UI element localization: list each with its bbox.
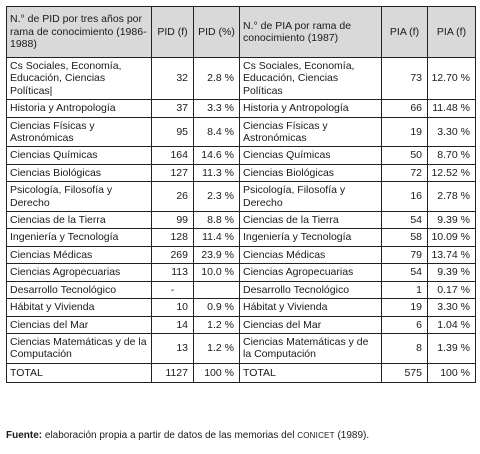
cell-pid-branch: Ciencias Biológicas — [7, 164, 152, 181]
cell-pia-f: 16 — [382, 182, 428, 212]
cell-pid-f: 95 — [152, 117, 194, 147]
cell-pid-f: 113 — [152, 264, 194, 281]
total-pia-pct: 100 % — [428, 363, 476, 382]
cell-pid-f: 13 — [152, 333, 194, 363]
cell-pid-f: 99 — [152, 212, 194, 229]
cell-pid-branch: Ciencias Físicas y Astronómicas — [7, 117, 152, 147]
cell-pia-branch: Psicología, Filosofía y Derecho — [240, 182, 382, 212]
cell-pid-pct: 23.9 % — [194, 246, 240, 263]
header-pia-pct: PIA (f) — [428, 7, 476, 58]
cell-pia-f: 79 — [382, 246, 428, 263]
header-pia-branch: N.° de PIA por rama de conocimiento (1987) — [240, 7, 382, 58]
table-row — [7, 182, 476, 212]
source-org: CONICET — [297, 431, 335, 440]
cell-pia-f: 19 — [382, 117, 428, 147]
table-row — [7, 264, 476, 281]
cell-pid-pct: 2.3 % — [194, 182, 240, 212]
cell-pia-pct: 11.48 % — [428, 100, 476, 117]
cell-pia-branch: Cs Sociales, Economía, Educación, Ciencias Políticas — [240, 58, 382, 100]
table-row — [7, 281, 476, 298]
cell-pia-branch: Ciencias de la Tierra — [240, 212, 382, 229]
cell-pia-pct: 10.09 % — [428, 229, 476, 246]
cell-pid-pct: 2.8 % — [194, 58, 240, 100]
cell-pid-f: 164 — [152, 147, 194, 164]
cell-pid-pct: 1.2 % — [194, 316, 240, 333]
cell-pid-f: 128 — [152, 229, 194, 246]
table-row — [7, 299, 476, 316]
header-row — [7, 7, 476, 58]
table-row — [7, 229, 476, 246]
cell-pia-branch: Ciencias Matemáticas y de la Computación — [240, 333, 382, 363]
source-year: (1989). — [334, 430, 370, 441]
total-pia-f: 575 — [382, 363, 428, 382]
cell-pia-pct: 1.04 % — [428, 316, 476, 333]
total-pia-label: TOTAL — [240, 363, 382, 382]
cell-pia-branch: Ciencias Biológicas — [240, 164, 382, 181]
cell-pia-branch: Ingeniería y Tecnología — [240, 229, 382, 246]
total-pid-label: TOTAL — [7, 363, 152, 382]
table-body — [7, 58, 476, 383]
table-row — [7, 316, 476, 333]
cell-pia-branch: Desarrollo Tecnológico — [240, 281, 382, 298]
cell-pid-f: 37 — [152, 100, 194, 117]
cell-pid-pct: 3.3 % — [194, 100, 240, 117]
cell-pid-branch: Ciencias de la Tierra — [7, 212, 152, 229]
cell-pia-pct: 13.74 % — [428, 246, 476, 263]
cell-pia-f: 54 — [382, 264, 428, 281]
cell-pia-branch: Ciencias Físicas y Astronómicas — [240, 117, 382, 147]
cell-pia-f: 8 — [382, 333, 428, 363]
cell-pia-f: 73 — [382, 58, 428, 100]
cell-pia-f: 72 — [382, 164, 428, 181]
cell-pia-pct: 9.39 % — [428, 264, 476, 281]
cell-pia-branch: Historia y Antropología — [240, 100, 382, 117]
table-row — [7, 246, 476, 263]
total-row — [7, 363, 476, 382]
cell-pia-pct: 1.39 % — [428, 333, 476, 363]
cell-pia-pct: 9.39 % — [428, 212, 476, 229]
cell-pid-branch: Psicología, Filosofía y Derecho — [7, 182, 152, 212]
table-row — [7, 212, 476, 229]
cell-pid-pct: 8.8 % — [194, 212, 240, 229]
total-pid-f: 1127 — [152, 363, 194, 382]
cell-pid-f: 32 — [152, 58, 194, 100]
total-pid-pct: 100 % — [194, 363, 240, 382]
table-row — [7, 164, 476, 181]
cell-pid-branch: Ingeniería y Tecnología — [7, 229, 152, 246]
cell-pid-branch: Ciencias Matemáticas y de la Computación — [7, 333, 152, 363]
cell-pia-pct: 3.30 % — [428, 117, 476, 147]
cell-pia-pct: 8.70 % — [428, 147, 476, 164]
cell-pid-pct: 11.3 % — [194, 164, 240, 181]
cell-pia-f: 58 — [382, 229, 428, 246]
cell-pid-pct: 0.9 % — [194, 299, 240, 316]
cell-pid-f: - — [152, 281, 194, 298]
cell-pid-branch: Ciencias Médicas — [7, 246, 152, 263]
cell-pia-f: 6 — [382, 316, 428, 333]
cell-pia-branch: Ciencias Médicas — [240, 246, 382, 263]
table-row — [7, 58, 476, 100]
cell-pia-f: 50 — [382, 147, 428, 164]
cell-pid-pct: 1.2 % — [194, 333, 240, 363]
cell-pid-branch: Ciencias Agropecuarias — [7, 264, 152, 281]
cell-pid-branch: Hábitat y Vivienda — [7, 299, 152, 316]
header-pid-f: PID (f) — [152, 7, 194, 58]
cell-pia-branch: Ciencias Químicas — [240, 147, 382, 164]
header-pid-branch: N.° de PID por tres años por rama de conocimiento (1986-1988) — [7, 7, 152, 58]
cell-pid-pct: 10.0 % — [194, 264, 240, 281]
table-row — [7, 333, 476, 363]
header-pid-pct: PID (%) — [194, 7, 240, 58]
cell-pia-pct: 12.70 % — [428, 58, 476, 100]
source-label: Fuente: — [6, 430, 43, 441]
cell-pid-branch: Historia y Antropología — [7, 100, 152, 117]
table-row — [7, 147, 476, 164]
cell-pid-pct: 11.4 % — [194, 229, 240, 246]
cell-pid-f: 26 — [152, 182, 194, 212]
cell-pia-pct: 0.17 % — [428, 281, 476, 298]
header-pia-f: PIA (f) — [382, 7, 428, 58]
cell-pid-f: 10 — [152, 299, 194, 316]
cell-pia-f: 66 — [382, 100, 428, 117]
source-text: elaboración propia a partir de datos de las memorias del — [42, 430, 298, 441]
pid-pia-table — [6, 6, 476, 383]
cell-pia-pct: 12.52 % — [428, 164, 476, 181]
cell-pid-f: 14 — [152, 316, 194, 333]
cell-pid-branch: Ciencias Químicas — [7, 147, 152, 164]
cell-pia-pct: 3.30 % — [428, 299, 476, 316]
table-row — [7, 117, 476, 147]
cell-pia-branch: Ciencias del Mar — [240, 316, 382, 333]
cell-pid-branch: Desarrollo Tecnológico — [7, 281, 152, 298]
cell-pia-f: 54 — [382, 212, 428, 229]
cell-pia-f: 19 — [382, 299, 428, 316]
table-row — [7, 100, 476, 117]
cell-pia-pct: 2.78 % — [428, 182, 476, 212]
source-note — [6, 430, 369, 441]
cell-pid-pct: 8.4 % — [194, 117, 240, 147]
cell-pid-branch: Cs Sociales, Economía, Educación, Ciencias Políticas| — [7, 58, 152, 100]
cell-pid-f: 269 — [152, 246, 194, 263]
cell-pid-f: 127 — [152, 164, 194, 181]
cell-pia-branch: Ciencias Agropecuarias — [240, 264, 382, 281]
cell-pid-pct — [194, 281, 240, 298]
cell-pia-f: 1 — [382, 281, 428, 298]
cell-pid-pct: 14.6 % — [194, 147, 240, 164]
cell-pid-branch: Ciencias del Mar — [7, 316, 152, 333]
cell-pia-branch: Hábitat y Vivienda — [240, 299, 382, 316]
